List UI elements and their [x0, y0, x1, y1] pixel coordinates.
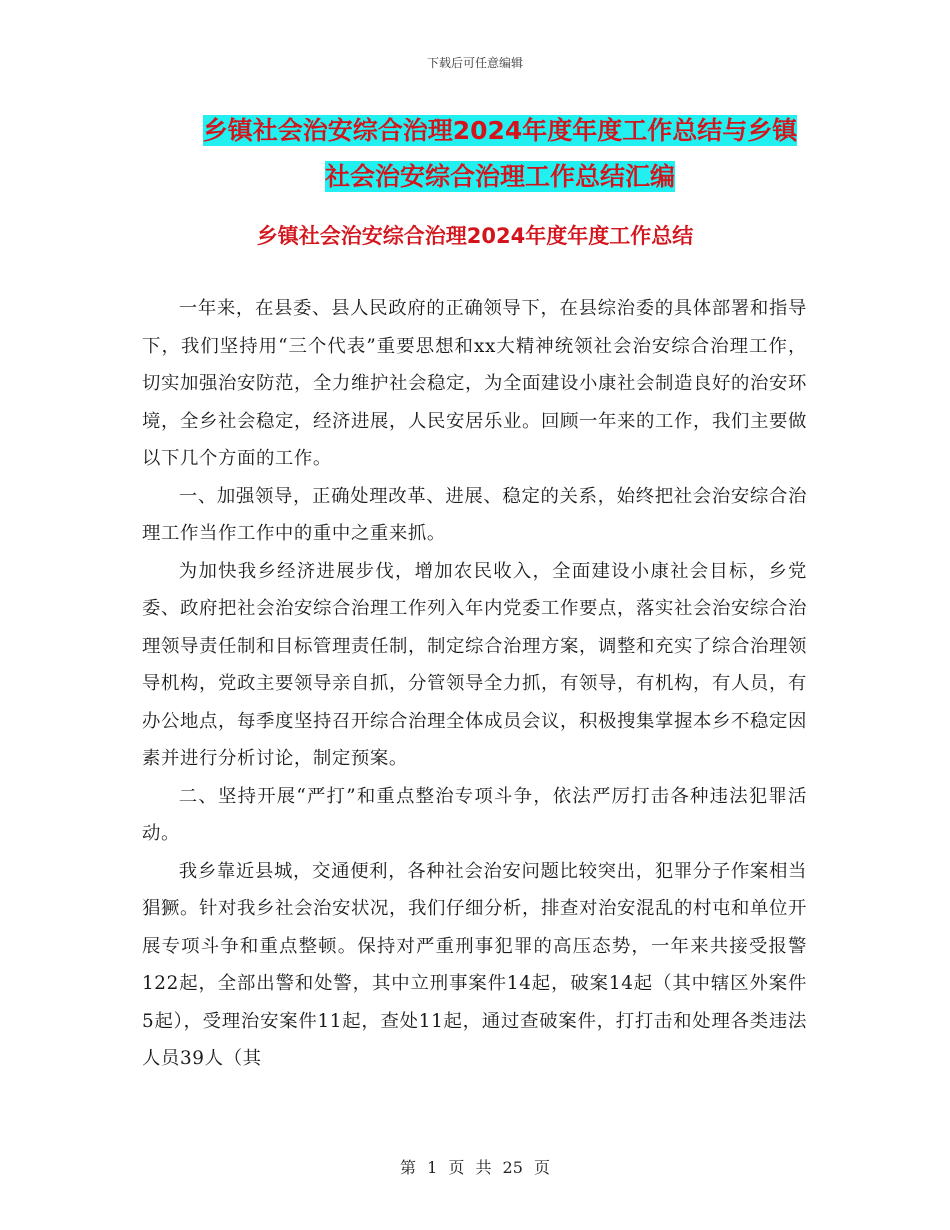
paragraph-leadership: 为加快我乡经济进展步伐，增加农民收入，全面建设小康社会目标，乡党委、政府把社会治安综合治理工作列入年内党委工作要点，落实社会治安综合治理领导责任制和目标管理责任制，制定综合治理方案，调整和充实了综合治理领导机构，党政主要领导亲自抓，分管领导全力抓，有领导，有机构，有人员，有办公地点，每季度坚持召开综合治理全体成员会议，积极搜集掌握本乡不稳定因素并进行分析讨论，制定预案。	[142, 560, 807, 769]
paragraph-heading-2: 二、坚持开展“严打”和重点整治专项斗争，依法严厉打击各种违法犯罪活动。	[142, 785, 807, 844]
page-number: 第 1 页 共 25 页	[400, 1158, 550, 1177]
main-title-line-1: 乡镇社会治安综合治理2024年度年度工作总结与乡镇	[202, 116, 798, 145]
paragraph-heading-1: 一、加强领导，正确处理改革、进展、稳定的关系，始终把社会治安综合治理工作当作工作中的重中之重来抓。	[142, 485, 807, 544]
paragraph-intro: 一年来，在县委、县人民政府的正确领导下，在县综治委的具体部署和指导下，我们坚持用“三个代表”重要思想和xx大精神统领社会治安综合治理工作，切实加强治安防范，全力维护社会稳定，为全面建设小康社会制造良好的治安环境，全乡社会稳定，经济进展，人民安居乐业。回顾一年来的工作，我们主要做以下几个方面的工作。	[142, 298, 807, 469]
section-title: 乡镇社会治安综合治理2024年度年度工作总结	[256, 224, 694, 248]
main-title-line-2: 社会治安综合治理工作总结汇编	[324, 162, 675, 191]
header-note: 下载后可任意编辑	[426, 56, 523, 70]
document-main-title	[150, 108, 850, 200]
paragraph-crackdown: 我乡靠近县城，交通便利，各种社会治安问题比较突出，犯罪分子作案相当猖獗。针对我乡社会治安状况，我们仔细分析，排查对治安混乱的村屯和单位开展专项斗争和重点整顿。保持对严重刑事犯罪的高压态势，一年来共接受报警122起，全部出警和处警，其中立刑事案件14起，破案14起（其中辖区外案件5起），受理治安案件11起，查处11起，通过查破案件，打打击和处理各类违法人员39人（其	[142, 860, 807, 1069]
document-body	[142, 290, 807, 1078]
